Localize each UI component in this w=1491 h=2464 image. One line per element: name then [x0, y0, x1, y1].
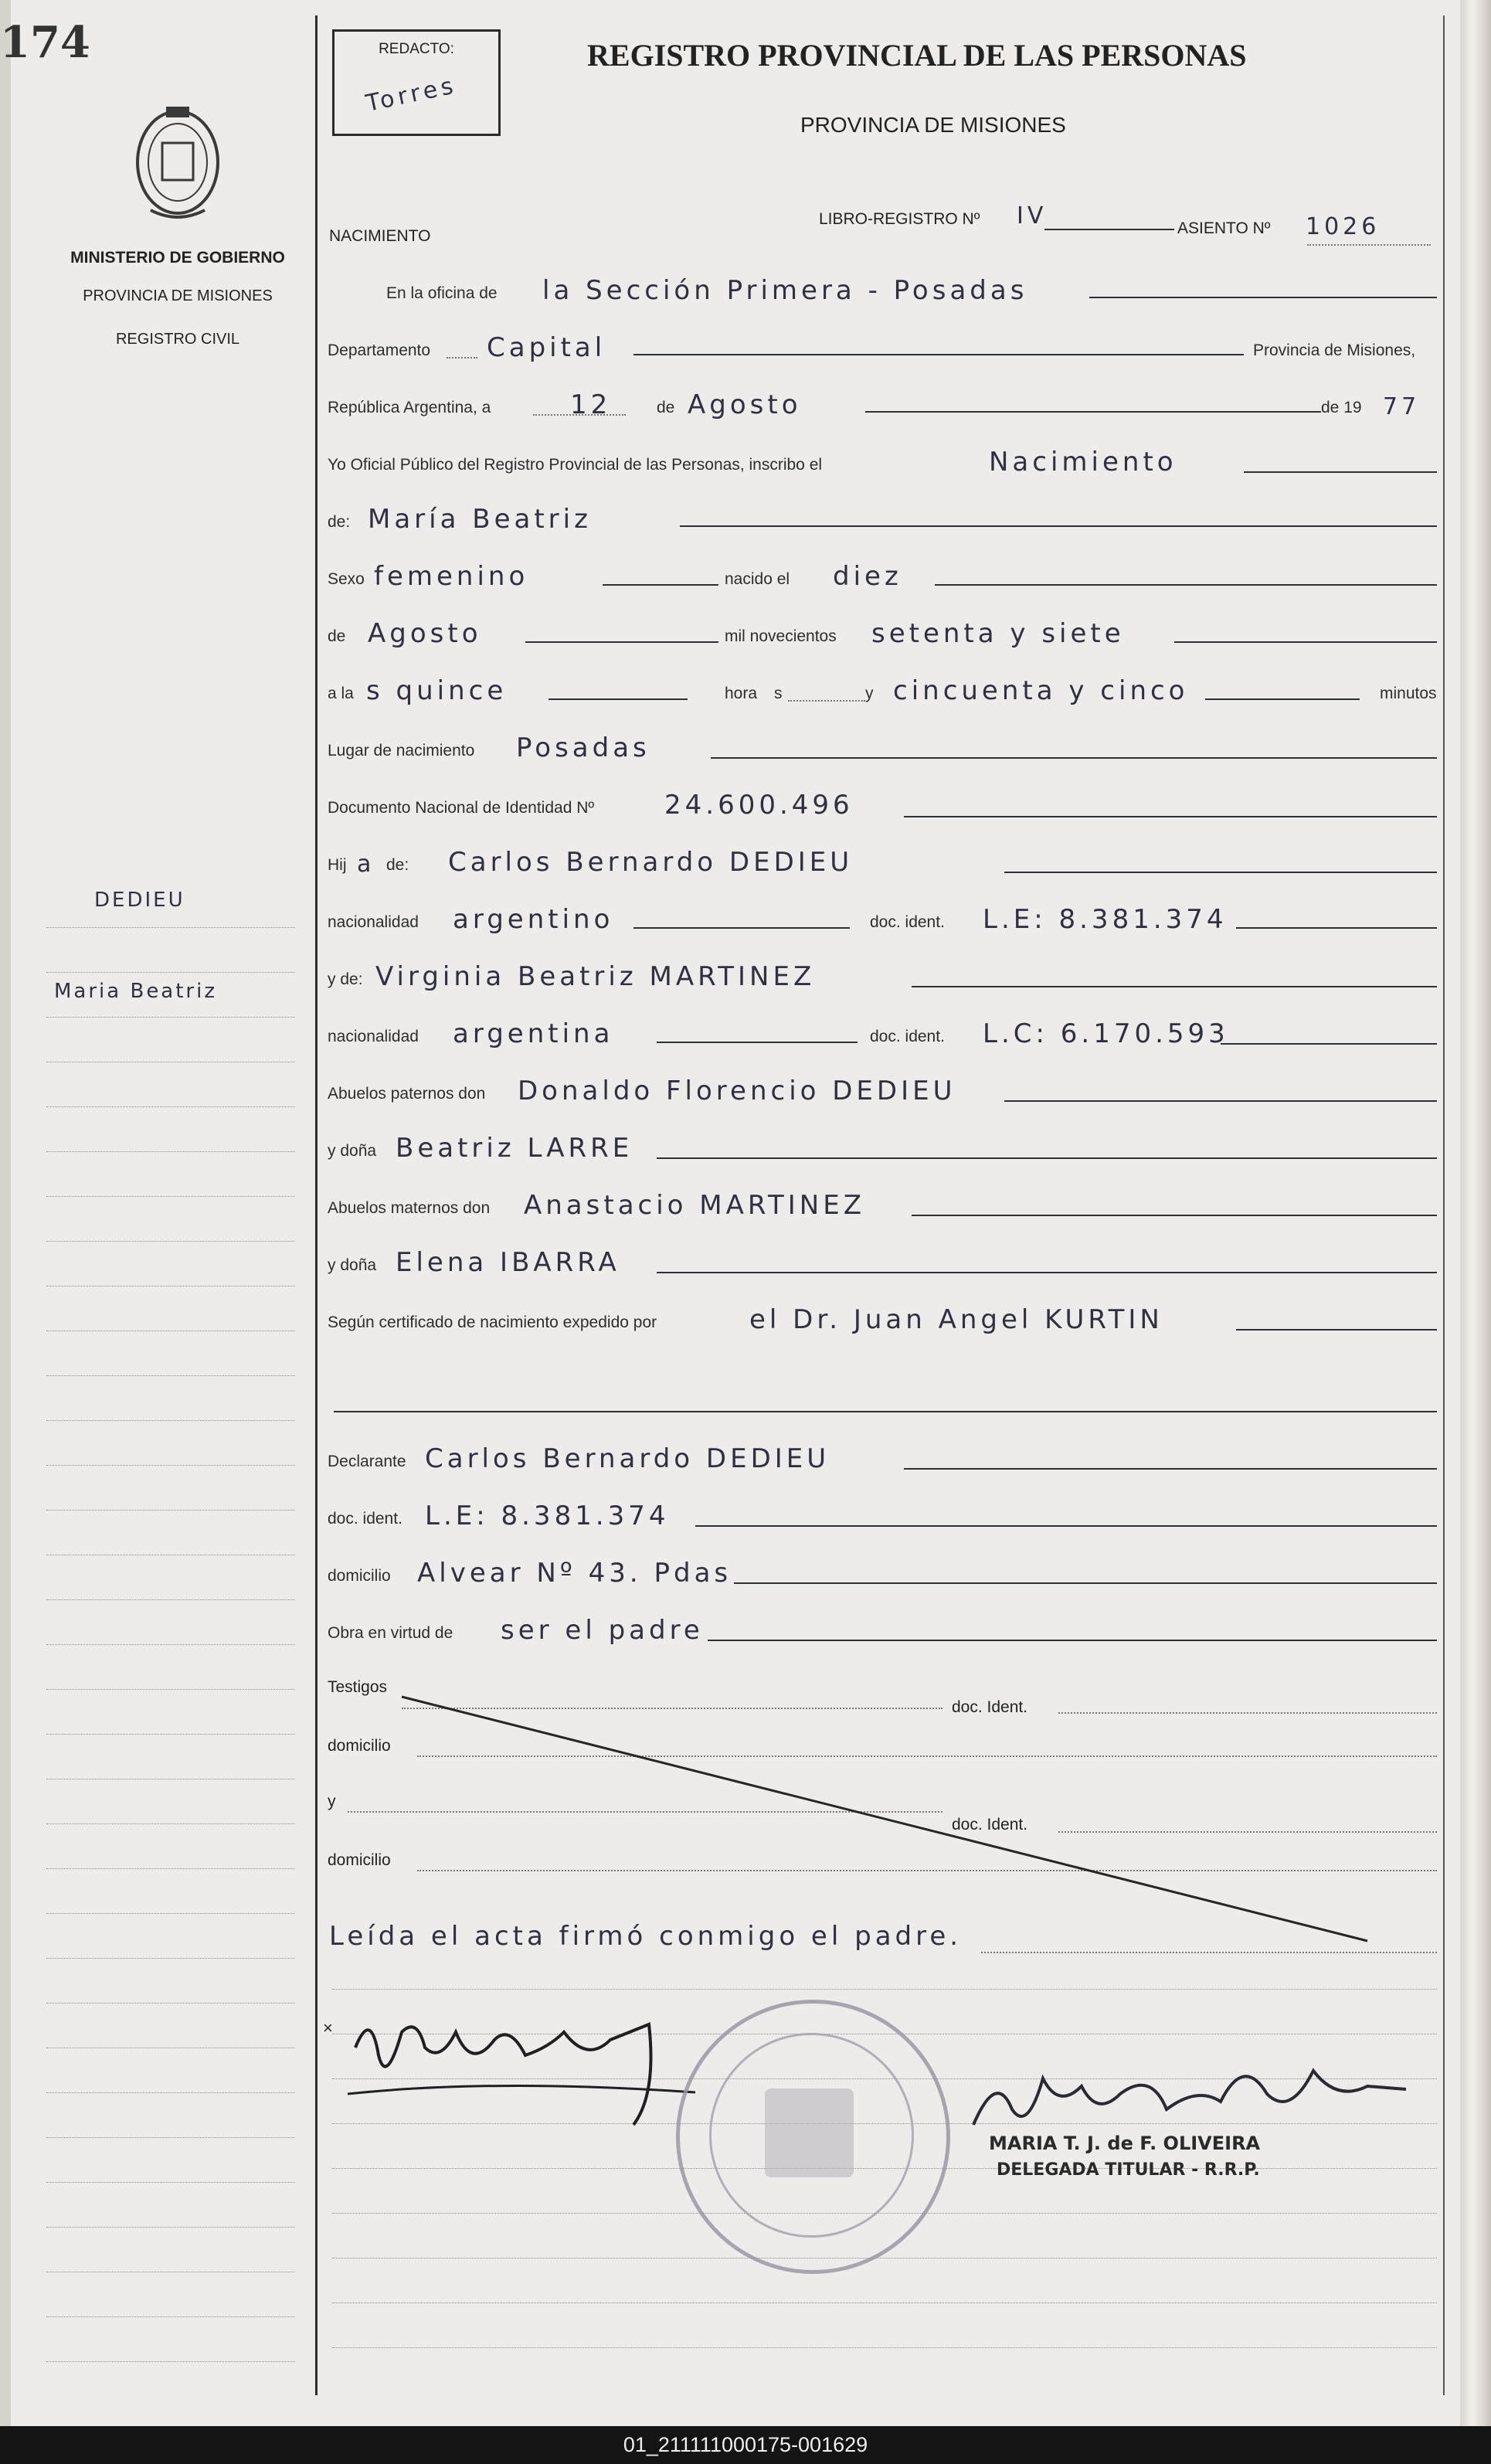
- libro-label: LIBRO-REGISTRO Nº: [819, 210, 980, 228]
- nacido-value: diez: [833, 561, 902, 592]
- nacido-mes-value: Agosto: [368, 618, 482, 649]
- departamento-value: Capital: [487, 332, 606, 363]
- ala-label: a la: [328, 685, 354, 702]
- obra-label: Obra en virtud de: [328, 1624, 453, 1642]
- doc1-label: doc. ident.: [870, 913, 945, 931]
- provincia-suffix: Provincia de Misiones,: [1253, 342, 1416, 359]
- declarante-value: Carlos Bernardo DEDIEU: [425, 1443, 830, 1474]
- inscribo-value: Nacimiento: [989, 447, 1177, 478]
- province-header: PROVINCIA DE MISIONES: [83, 287, 273, 304]
- lugar-value: Posadas: [516, 732, 650, 763]
- asiento-value: 1026: [1306, 213, 1381, 240]
- dia-value: 12: [570, 389, 612, 420]
- body-rule-line: [332, 2347, 1437, 2348]
- closing-dots: [981, 1952, 1437, 1953]
- page-number: 174: [0, 17, 90, 68]
- dni-value: 24.600.496: [664, 790, 854, 821]
- declarante-label: Declarante: [328, 1453, 406, 1470]
- republica-label: República Argentina, a: [328, 399, 491, 416]
- redacto-label: REDACTO:: [379, 41, 454, 57]
- doc2-label: doc. ident.: [870, 1028, 945, 1045]
- docid-label: doc. ident.: [328, 1510, 402, 1528]
- de-label: de: [657, 399, 675, 416]
- departamento-label: Departamento: [328, 342, 431, 359]
- abm-value: Anastacio MARTINEZ: [524, 1190, 866, 1221]
- lugar-label: Lugar de nacimiento: [328, 742, 475, 760]
- margin-given-name: Maria Beatriz: [54, 980, 217, 1003]
- redacto-value: Torres: [363, 71, 460, 118]
- y-label: y: [865, 685, 874, 702]
- doc2-value: L.C: 6.170.593: [983, 1018, 1229, 1049]
- docident-label: doc. Ident.: [952, 1698, 1028, 1716]
- official-signature: [966, 2040, 1414, 2148]
- signature-title: DELEGADA TITULAR - R.R.P.: [997, 2160, 1260, 2180]
- docident2-label: doc. Ident.: [952, 1816, 1028, 1834]
- stamp-emblem: [765, 2088, 854, 2177]
- de-year-label: de 19: [1321, 399, 1362, 416]
- signature-name: MARIA T. J. de F. OLIVEIRA: [989, 2133, 1261, 2154]
- registry-subtitle: PROVINCIA DE MISIONES: [800, 113, 1066, 137]
- nac2-label: nacionalidad: [328, 1028, 419, 1045]
- nacido-label: nacido el: [725, 570, 790, 588]
- nac2-value: argentina: [453, 1018, 614, 1049]
- y2-label: y: [328, 1793, 336, 1810]
- margin-surname: DEDIEU: [94, 889, 185, 912]
- certificado-value: el Dr. Juan Angel KURTIN: [749, 1304, 1163, 1335]
- domicilio2-label: domicilio: [328, 1737, 391, 1755]
- oficial-text: Yo Oficial Público del Registro Provincial de las Personas, inscribo el: [328, 456, 823, 474]
- x-mark: ×: [323, 2018, 333, 2037]
- nac1-value: argentino: [453, 904, 614, 935]
- testigos-label: Testigos: [328, 1678, 388, 1696]
- nombre-value: María Beatriz: [368, 504, 592, 535]
- asiento-label: ASIENTO Nº: [1177, 219, 1271, 237]
- official-stamp: [676, 2000, 950, 2274]
- horas-label: hora: [725, 685, 758, 702]
- nacimiento-label: NACIMIENTO: [329, 227, 431, 245]
- image-footer-id: 01_211111000175-001629: [0, 2426, 1491, 2464]
- hijo-suffix: a: [357, 851, 375, 878]
- body-rule-line: [332, 1989, 1437, 1990]
- sexo-value: femenino: [374, 561, 529, 592]
- abp-value: Donaldo Florencio DEDIEU: [518, 1076, 956, 1106]
- ydona2-label: y doña: [328, 1256, 377, 1274]
- de-nombre-label: de:: [328, 513, 351, 531]
- docid-value: L.E: 8.381.374: [425, 1500, 670, 1531]
- horas-suffix: s: [774, 685, 783, 702]
- hijo-de: de:: [386, 856, 409, 874]
- certificado-label: Según certificado de nacimiento expedido por: [328, 1314, 657, 1331]
- madre-value: Virginia Beatriz MARTINEZ: [375, 961, 816, 992]
- sexo-label: Sexo: [328, 570, 365, 588]
- dni-label: Documento Nacional de Identidad Nº: [328, 799, 595, 817]
- hora-value: s quince: [366, 675, 508, 706]
- ydona2-value: Elena IBARRA: [396, 1247, 620, 1278]
- minutos-label: minutos: [1380, 685, 1437, 702]
- mes-value: Agosto: [688, 389, 802, 420]
- ydona1-label: y doña: [328, 1142, 377, 1160]
- domicilio-label: domicilio: [328, 1567, 391, 1585]
- domicilio-value: Alvear Nº 43. Pdas: [417, 1558, 732, 1589]
- oficina-value: la Sección Primera - Posadas: [542, 275, 1028, 306]
- minutos-value: cincuenta y cinco: [893, 675, 1189, 706]
- de-mes-label: de: [328, 627, 346, 645]
- registry-title: REGISTRO PROVINCIAL DE LAS PERSONAS: [587, 38, 1247, 73]
- abm-label: Abuelos maternos don: [328, 1199, 491, 1217]
- closing-statement: Leída el acta firmó conmigo el padre.: [329, 1921, 963, 1952]
- yde-label: y de:: [328, 970, 363, 988]
- doc1-value: L.E: 8.381.374: [983, 904, 1228, 935]
- year-value: 77: [1383, 393, 1421, 420]
- oficina-label: En la oficina de: [386, 284, 498, 302]
- obra-value: ser el padre: [501, 1615, 704, 1646]
- declarante-signature: [340, 2001, 703, 2156]
- ministry-header: MINISTERIO DE GOBIERNO: [70, 249, 285, 267]
- hijo-label: Hij: [328, 856, 347, 874]
- libro-value: IV: [1017, 202, 1048, 229]
- ydona1-value: Beatriz LARRE: [396, 1133, 633, 1164]
- domicilio3-label: domicilio: [328, 1851, 391, 1869]
- padre-value: Carlos Bernardo DEDIEU: [448, 847, 854, 878]
- abp-label: Abuelos paternos don: [328, 1085, 486, 1103]
- mil-label: mil novecientos: [725, 627, 837, 645]
- mil-value: setenta y siete: [871, 618, 1125, 649]
- civil-registry-header: REGISTRO CIVIL: [115, 331, 240, 348]
- nac1-label: nacionalidad: [328, 913, 419, 931]
